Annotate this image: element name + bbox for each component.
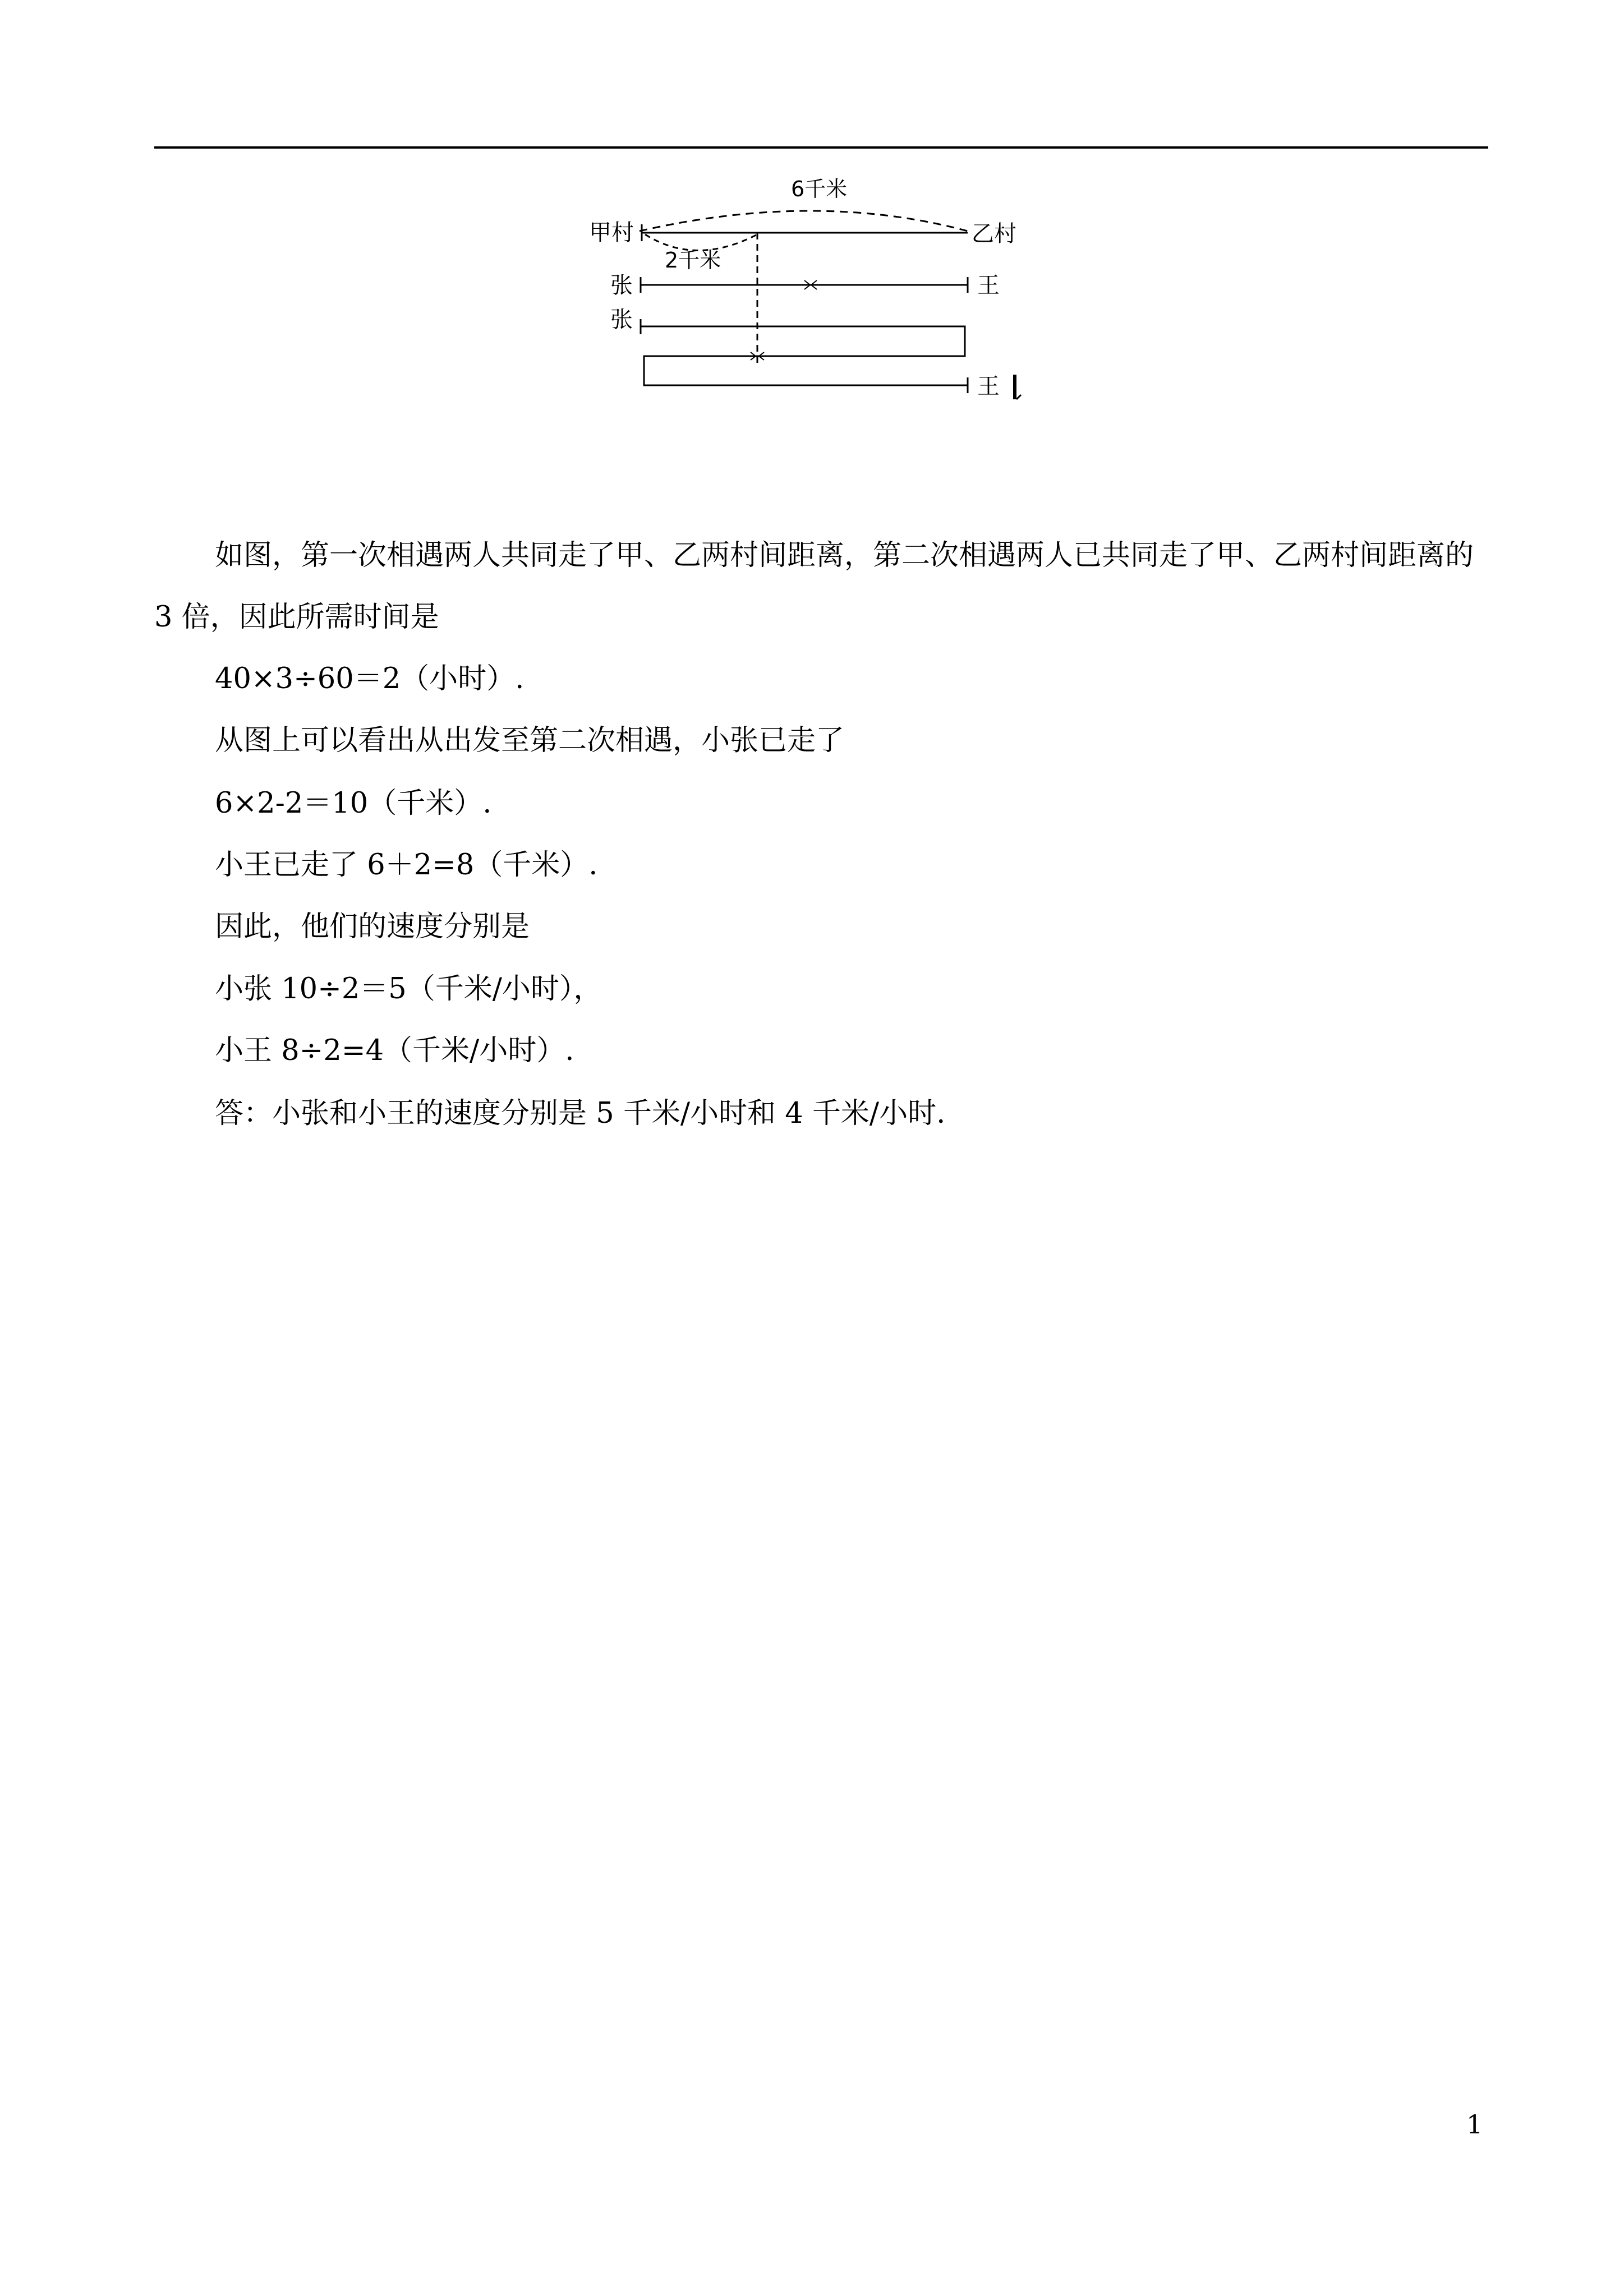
wang-label-2: 王 xyxy=(977,374,1000,399)
zhang-path xyxy=(641,326,965,356)
zhang-label-1: 张 xyxy=(610,273,633,298)
body-line-1: 如图，第一次相遇两人共同走了甲、乙两村间距离，第二次相遇两人已共同走了甲、乙两村间距离的 xyxy=(215,539,1474,572)
body-line-3: 40×3÷60＝2（小时）. xyxy=(215,662,525,695)
body-line-2: 3 倍，因此所需时间是 xyxy=(154,601,439,634)
body-line-6: 小王已走了 6＋2=8（千米）. xyxy=(215,849,598,882)
partial-label: 2千米 xyxy=(665,248,721,273)
body-line-4: 从图上可以看出从出发至第二次相遇，小张已走了 xyxy=(215,724,845,757)
body-line-5: 6×2-2＝10（千米）. xyxy=(215,787,492,820)
village-a-label: 甲村 xyxy=(589,220,634,246)
wang-label-1: 王 xyxy=(977,273,1000,298)
page-number: 1 xyxy=(1466,2109,1483,2140)
cursor-icon xyxy=(1013,375,1021,399)
body-line-8: 小张 10÷2＝5（千米/小时）， xyxy=(215,972,602,1006)
distance-arc xyxy=(640,211,968,231)
wang-path xyxy=(644,356,968,385)
body-line-10: 答：小张和小王的速度分别是 5 千米/小时和 4 千米/小时. xyxy=(215,1097,946,1130)
meeting-diagram xyxy=(572,168,1077,415)
zhang-label-2: 张 xyxy=(610,307,633,333)
header-rule xyxy=(154,146,1488,149)
body-line-9: 小王 8÷2=4（千米/小时）. xyxy=(215,1034,574,1067)
body-line-7: 因此，他们的速度分别是 xyxy=(215,910,530,943)
village-b-label: 乙村 xyxy=(972,221,1016,247)
distance-label: 6千米 xyxy=(791,177,848,201)
